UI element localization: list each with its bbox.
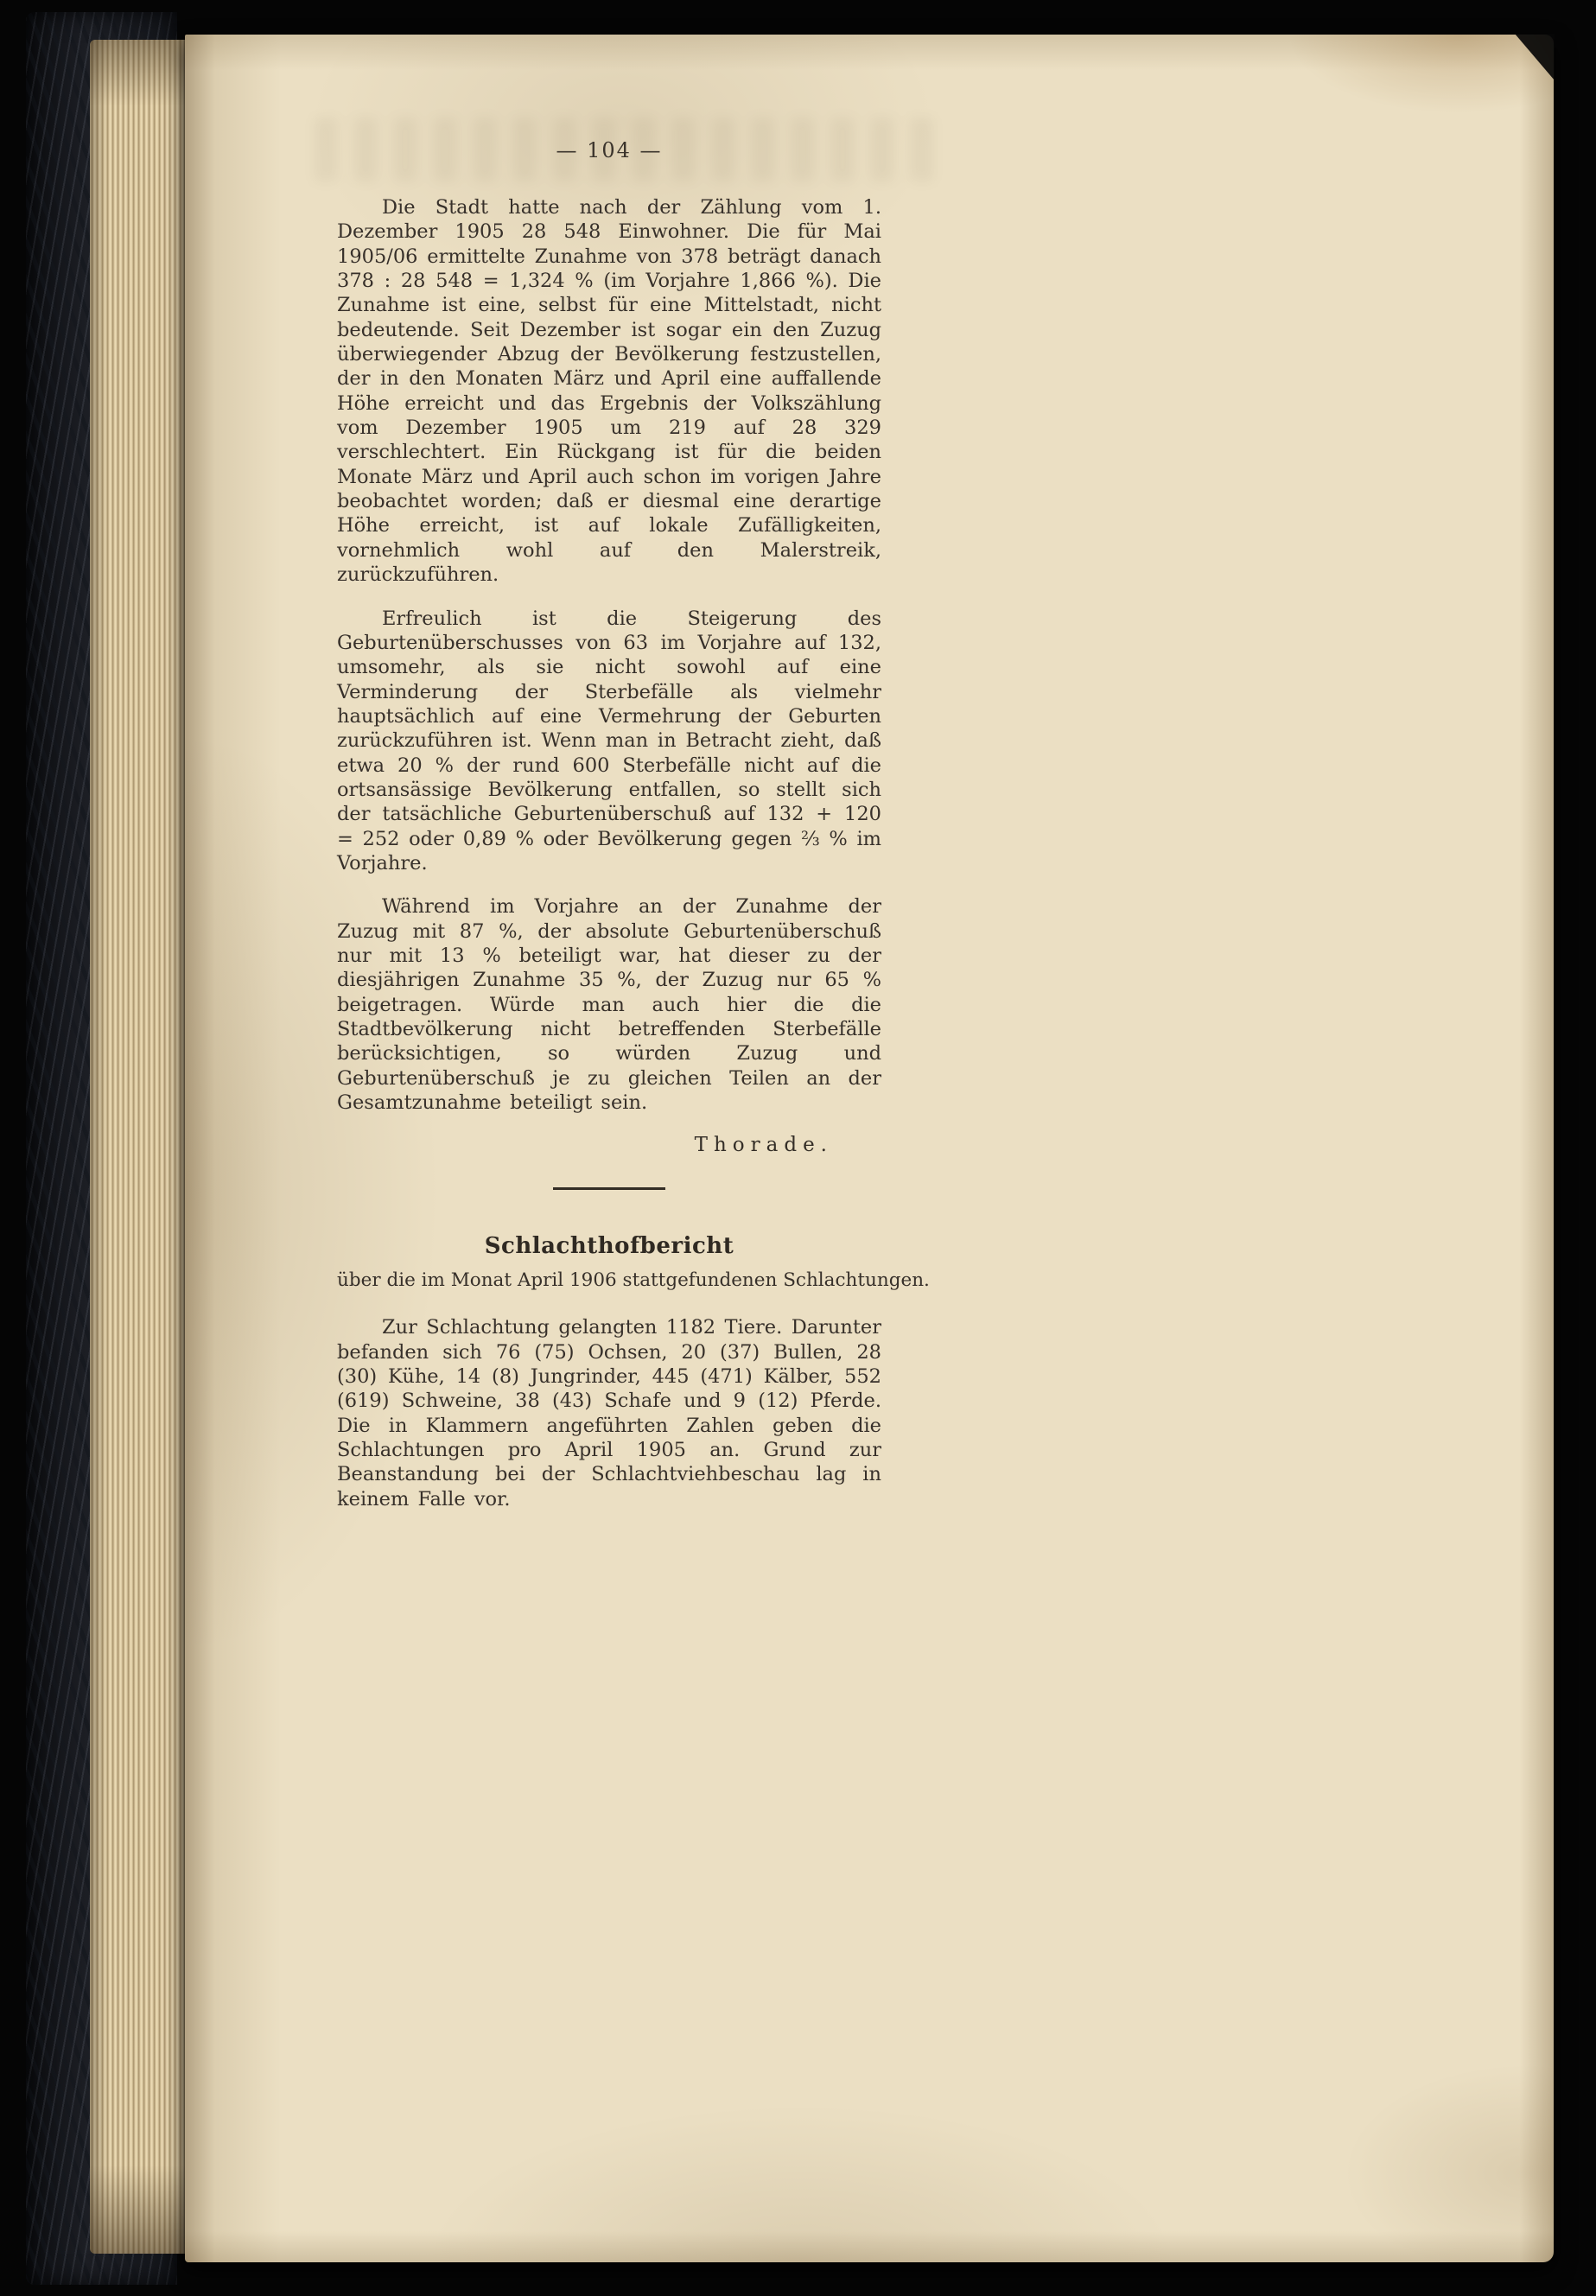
paragraph-birth-surplus: Erfreulich ist die Steigerung des Geburtenüberschusses von 63 im Vorjahre auf 132, umsomehr, als sie nicht sowohl auf eine Verminderung der Sterbefälle als vielmehr hauptsächlich auf eine Vermehrung der Geburten zurückzuführen ist. Wenn man in Betracht zieht, daß etwa 20 % der rund 600 Sterbefälle nicht auf die ortsansässige Bevölkerung entfallen, so stellt sich der tatsächliche Geburtenüberschuß auf 132 + 120 = 252 oder 0,89 % oder Bevölkerung gegen ⅔ % im Vorjahre. xyxy=(337,607,881,875)
author-signature: Thorade. xyxy=(694,1134,833,1157)
paragraph-slaughter-statistics: Zur Schlachtung gelangten 1182 Tiere. Darunter befanden sich 76 (75) Ochsen, 20 (37) Bullen, 28 (30) Kühe, 14 (8) Jungrinder, 445 (471) Kälber, 552 (619) Schweine, 38 (43) Schafe und 9 (12) Pferde. Die in Klammern angeführten Zahlen geben die Schlachtungen pro April 1905 an. Grund zur Beanstandung bei der Schlachtviehbeschau lag in keinem Falle vor. xyxy=(337,1316,881,1511)
page-number: — 104 — xyxy=(556,138,663,162)
text-column xyxy=(337,138,930,1530)
paragraph-growth-shares: Während im Vorjahre an der Zunahme der Zuzug mit 87 %, der absolute Geburtenüberschuß nur mit 13 % beteiligt war, hat dieser zu der diesjährigen Zunahme 35 %, der Zuzug nur 65 % beigetragen. Würde man auch hier die die Stadtbevölkerung nicht betreffenden Sterbefälle berücksichtigen, so würden Zuzug und Geburtenüberschuß je zu gleichen Teilen an der Gesamtzunahme beteiligt sein. xyxy=(337,895,881,1115)
report-title: Schlachthofbericht xyxy=(484,1233,734,1260)
book-page xyxy=(185,35,1554,2262)
report-subtitle: über die im Monat April 1906 stattgefundenen Schlachtungen. xyxy=(337,1269,930,1292)
section-divider xyxy=(553,1187,665,1190)
stacked-page-edges xyxy=(90,40,188,2254)
paragraph-population-count: Die Stadt hatte nach der Zählung vom 1. Dezember 1905 28 548 Einwohner. Die für Mai 1905/06 ermittelte Zunahme von 378 beträgt danach 378 : 28 548 = 1,324 % (im Vorjahre 1,866 %). Die Zunahme ist eine, selbst für eine Mittelstadt, nicht bedeutende. Seit Dezember ist sogar ein den Zuzug überwiegender Abzug der Bevölkerung festzustellen, der in den Monaten März und April eine auffallende Höhe erreicht und das Ergebnis der Volkszählung vom Dezember 1905 um 219 auf 28 329 verschlechtert. Ein Rückgang ist für die beiden Monate März und April auch schon im vorigen Jahre beobachtet worden; daß er diesmal eine derartige Höhe erreicht, ist auf lokale Zufälligkeiten, vornehmlich wohl auf den Malerstreik, zurückzuführen. xyxy=(337,196,881,587)
torn-corner xyxy=(1515,34,1555,80)
